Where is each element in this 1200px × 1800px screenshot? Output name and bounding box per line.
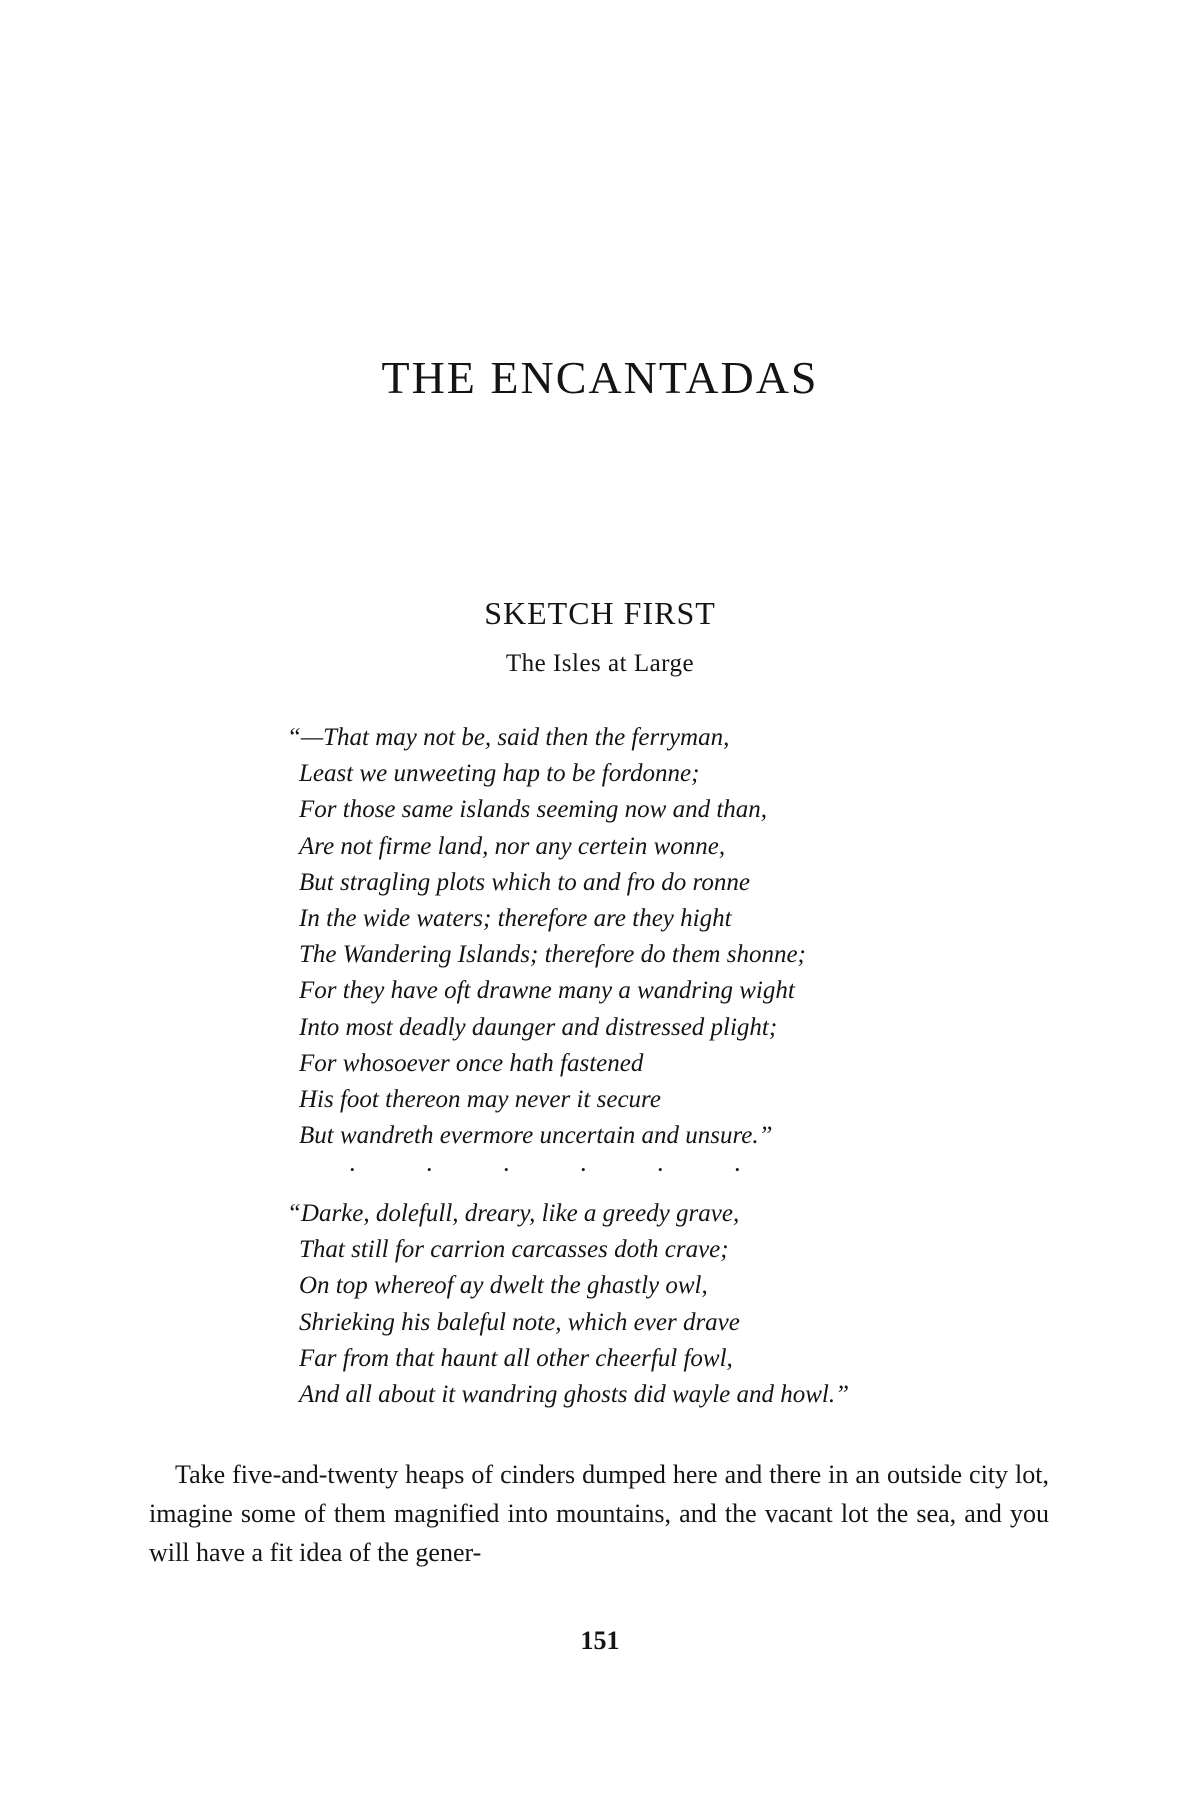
epigraph-stanza-1	[287, 720, 1007, 1154]
verse-line: Are not firme land, nor any certein wonne,	[299, 832, 726, 860]
verse-line: Shrieking his baleful note, which ever drave	[299, 1308, 740, 1336]
verse-line: For they have oft drawne many a wandring wight	[299, 977, 795, 1005]
ornament-divider	[350, 1163, 750, 1183]
sketch-subtitle: The Isles at Large	[505, 650, 695, 677]
verse-line: For whosoever once hath fastened	[299, 1049, 644, 1077]
verse-line: But wandreth evermore uncertain and unsure.”	[299, 1122, 773, 1150]
ornament-dot: •	[504, 1162, 509, 1177]
verse-line: On top whereof ay dwelt the ghastly owl,	[299, 1272, 708, 1300]
ornament-dot: •	[350, 1162, 355, 1177]
body-paragraph: Take five-and-twenty heaps of cinders dumped here and there in an outside city lot, imagine some of them magnified into mountains, and the vacant lot the sea, and you will have a fit idea of the gener-	[149, 1460, 1049, 1567]
ornament-dot: •	[427, 1162, 432, 1177]
verse-line: The Wandering Islands; therefore do them shonne;	[299, 941, 806, 969]
page-number: 151	[580, 1626, 620, 1655]
verse-line: “—That may not be, said then the ferryman,	[287, 724, 730, 751]
sketch-heading: SKETCH FIRST	[484, 595, 716, 631]
ornament-dot: •	[735, 1162, 740, 1177]
verse-line: Into most deadly daunger and distressed plight;	[299, 1013, 778, 1041]
verse-line: Least we unweeting hap to be fordonne;	[299, 760, 700, 788]
ornament-dot: •	[581, 1162, 586, 1177]
chapter-title: THE ENCANTADAS	[381, 352, 819, 403]
epigraph-stanza-2	[287, 1196, 1007, 1413]
verse-line: And all about it wandring ghosts did wayle and howl.”	[299, 1381, 850, 1409]
verse-line: His foot thereon may never it secure	[299, 1086, 661, 1114]
verse-line: Far from that haunt all other cheerful fowl,	[299, 1344, 733, 1372]
verse-line: In the wide waters; therefore are they hight	[299, 905, 732, 933]
verse-line: “Darke, dolefull, dreary, like a greedy grave,	[287, 1200, 740, 1227]
ornament-dot: •	[658, 1162, 663, 1177]
verse-line: That still for carrion carcasses doth crave;	[299, 1236, 729, 1264]
verse-line: But stragling plots which to and fro do ronne	[299, 868, 750, 896]
verse-line: For those same islands seeming now and than,	[299, 796, 768, 824]
